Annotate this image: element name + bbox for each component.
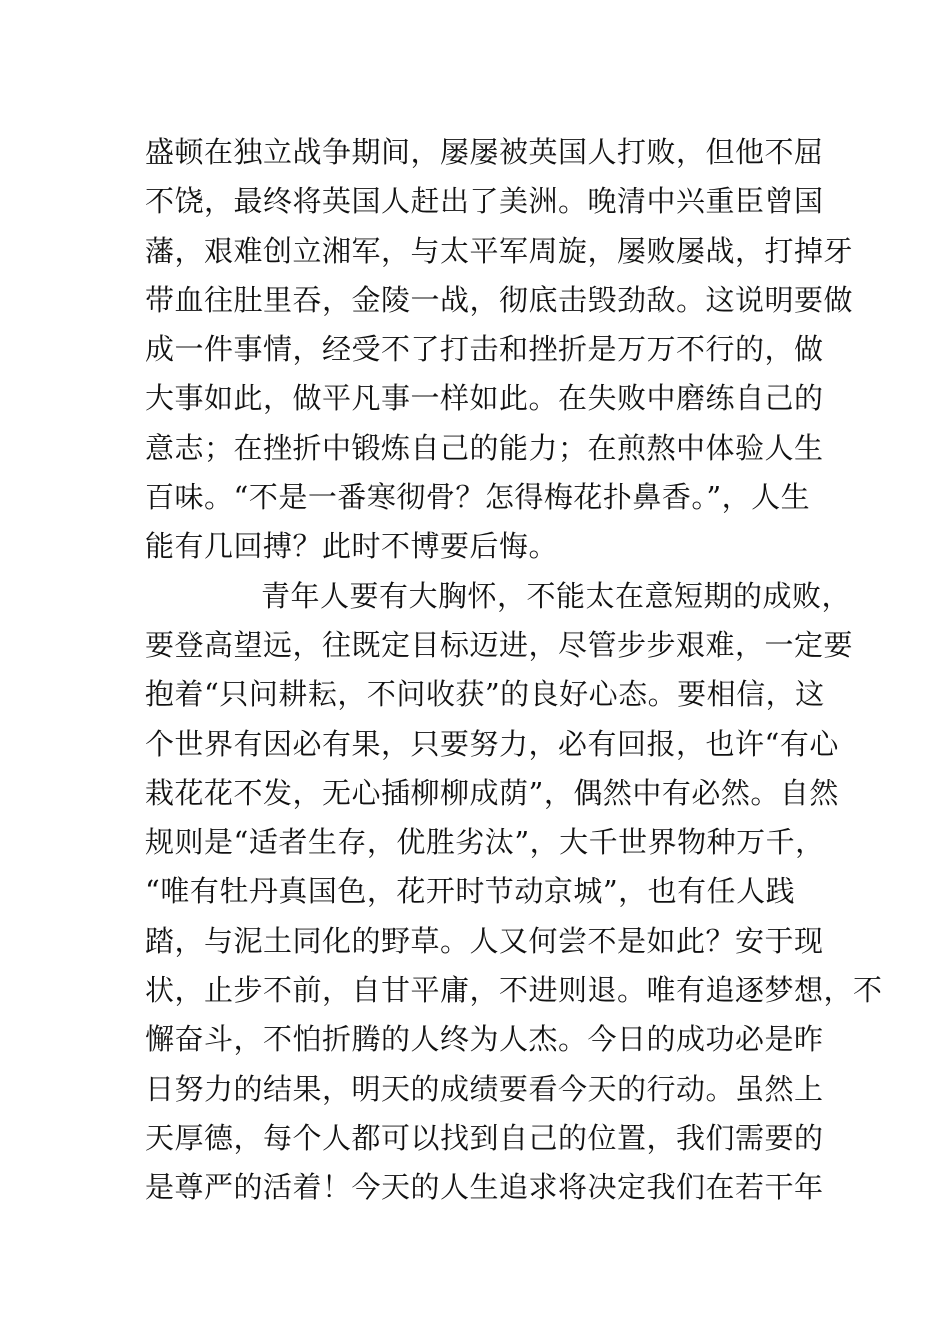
text-line: 大事如此，做平凡事一样如此。在失败中磨练自己的 [145,381,824,416]
text-line: 百味。“不是一番寒彻骨？怎得梅花扑鼻香。”，人生 [145,480,811,515]
text-line: 藩，艰难创立湘军，与太平军周旋，屡败屡战，打掉牙 [145,233,854,268]
text-line-indented: 青年人要有大胸怀，不能太在意短期的成败， [261,578,852,613]
text-line: “唯有牡丹真国色，花开时节动京城”，也有任人践 [145,874,796,909]
text-line: 懈奋斗，不怕折腾的人终为人杰。今日的成功必是昨 [145,1022,824,1057]
text-line: 个世界有因必有果，只要努力，必有回报，也许“有心 [145,726,839,761]
text-line: 要登高望远，往既定目标迈进，尽管步步艰难，一定要 [145,627,854,662]
text-line: 栽花花不发，无心插柳柳成荫”，偶然中有必然。自然 [145,775,839,810]
text-line: 带血往肚里吞，金陵一战，彻底击毁劲敌。这说明要做 [145,282,854,317]
body-text [145,128,883,1213]
text-line: 踏，与泥土同化的野草。人又何尝不是如此？安于现 [145,923,824,958]
text-line: 状，止步不前，自甘平庸，不进则退。唯有追逐梦想，不 [145,973,883,1008]
text-line: 成一件事情，经受不了打击和挫折是万万不行的，做 [145,332,824,367]
text-line: 日努力的结果，明天的成绩要看今天的行动。虽然上 [145,1071,824,1106]
text-line: 抱着“只问耕耘，不问收获”的良好心态。要相信，这 [145,677,825,712]
text-line: 天厚德，每个人都可以找到自己的位置，我们需要的 [145,1120,824,1155]
text-line: 意志；在挫折中锻炼自己的能力；在煎熬中体验人生 [145,430,824,465]
text-line: 规则是“适者生存，优胜劣汰”，大千世界物种万千， [145,825,825,860]
text-line: 盛顿在独立战争期间，屡屡被英国人打败，但他不屈 [145,135,824,169]
paragraph-1 [145,128,854,572]
paragraph-2 [145,572,883,1213]
text-line: 能有几回搏？此时不博要后悔。 [145,529,559,564]
text-line: 不饶，最终将英国人赶出了美洲。晚清中兴重臣曾国 [145,184,824,219]
text-line: 是尊严的活着！今天的人生追求将决定我们在若干年 [145,1170,824,1205]
